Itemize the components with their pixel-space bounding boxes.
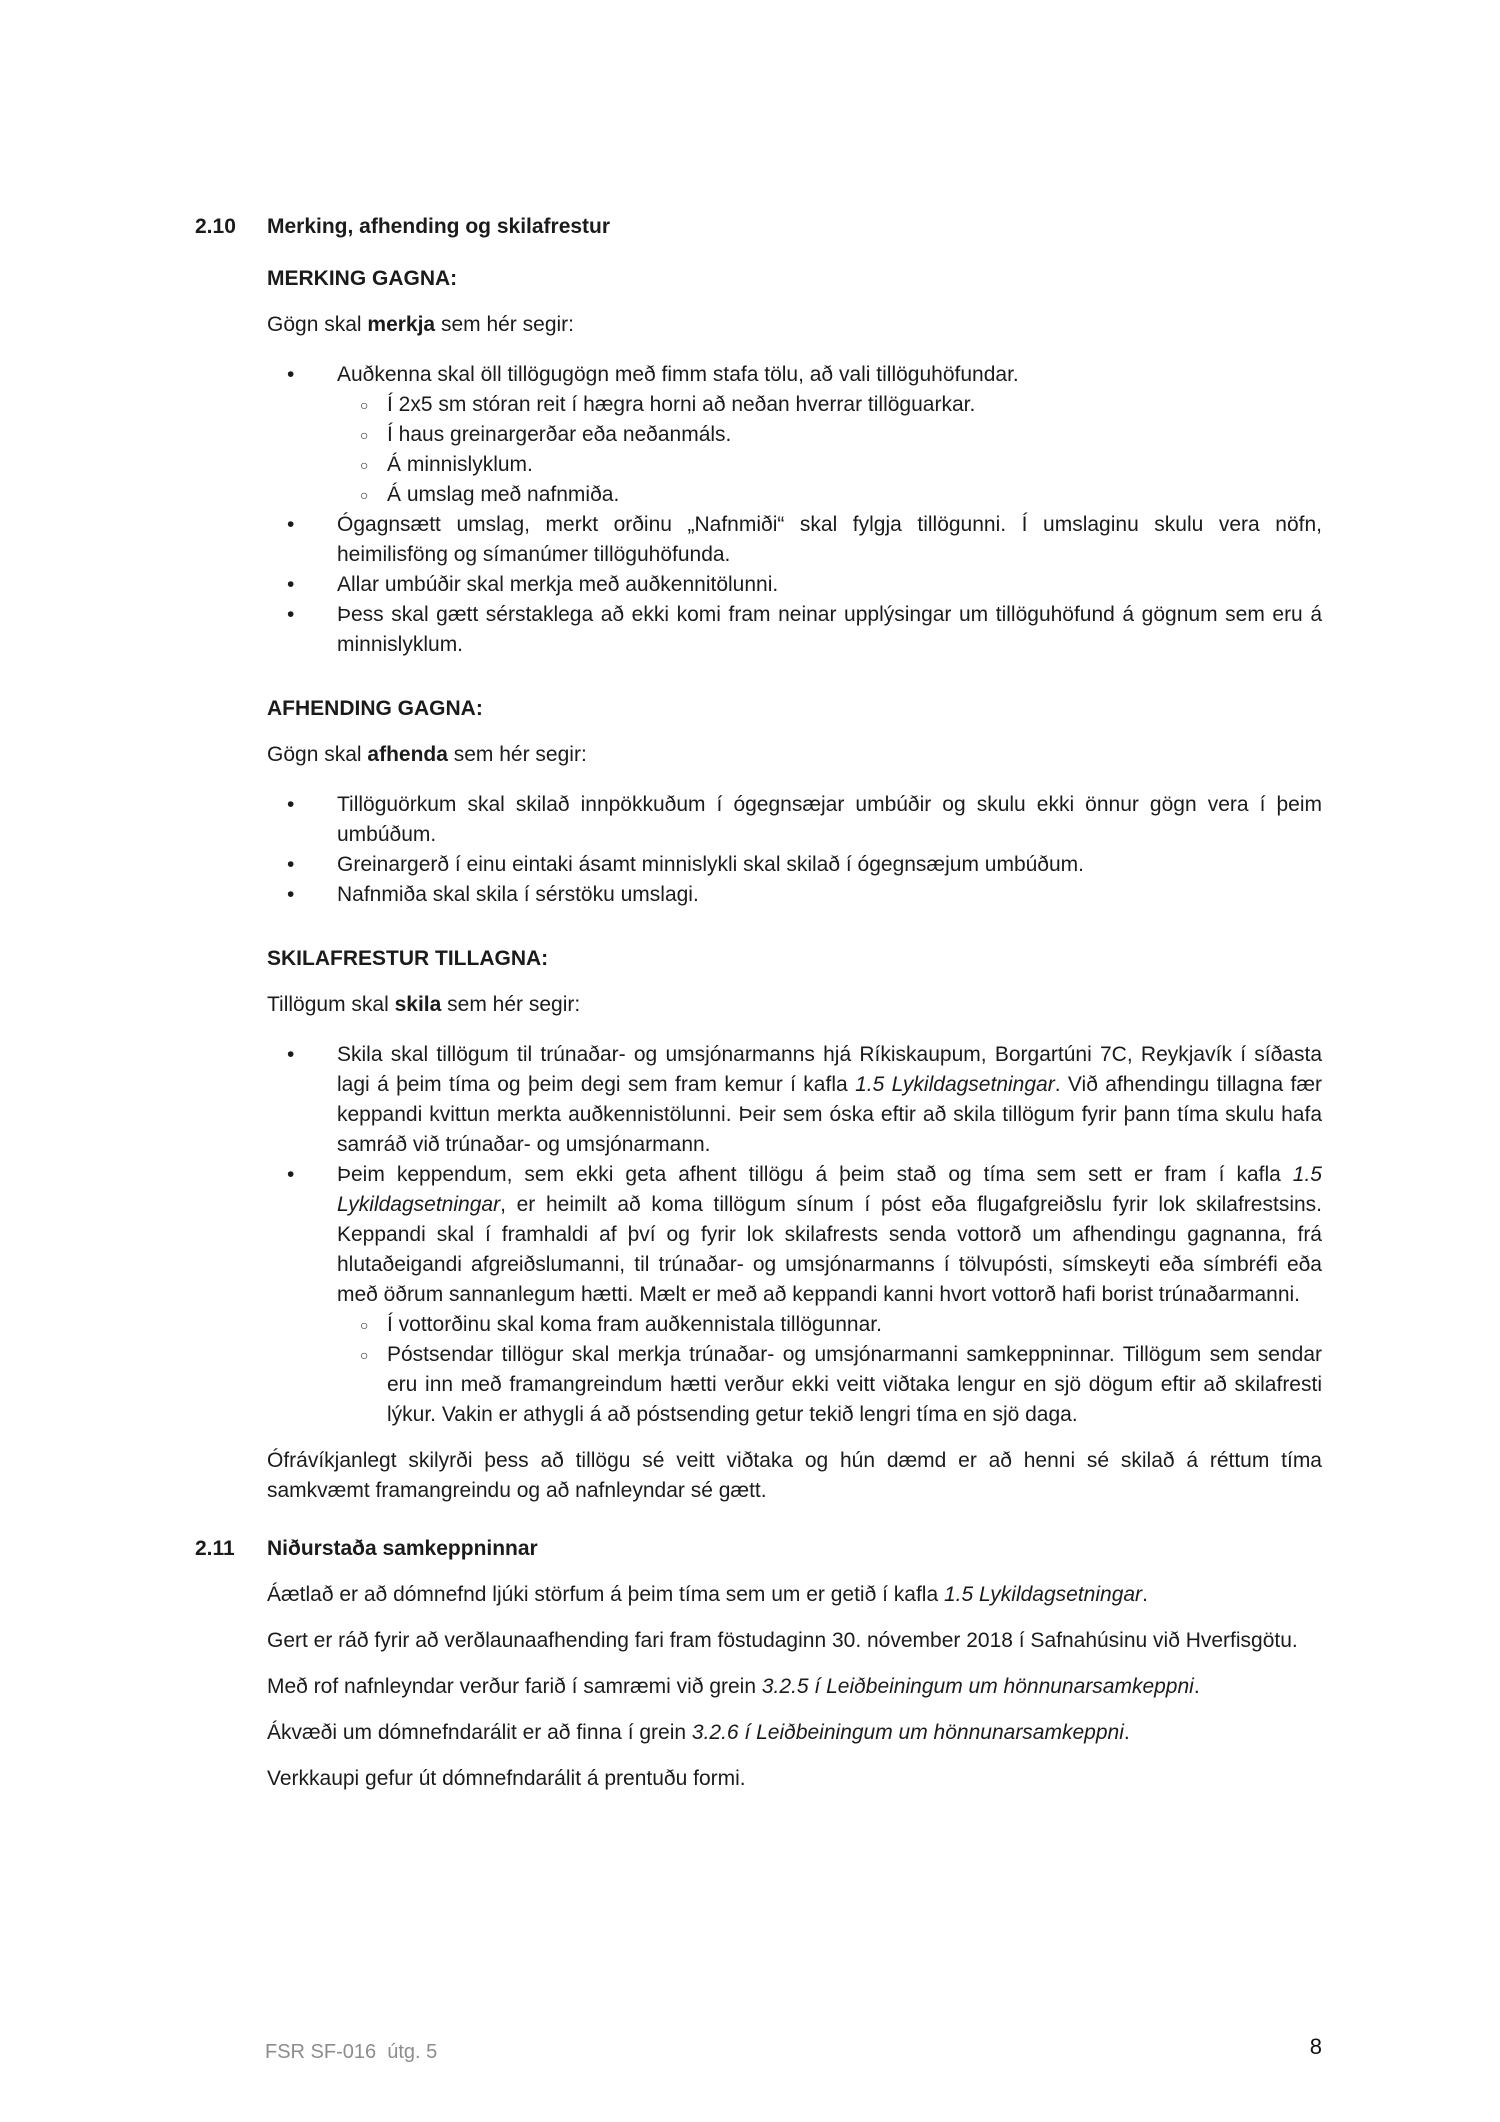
list-item-text: Ógagnsætt umslag, merkt orðinu „Nafnmiði“ skal fylgja tillögunni. Í umslaginu skulu vera nöfn, heimilisföng og símanúmer tillöguhöfunda. [337, 513, 1322, 566]
bullet-icon: • [287, 513, 295, 536]
bullet-icon: • [287, 603, 295, 626]
section-title: Niðurstaða samkeppninnar [267, 1537, 538, 1560]
paragraph-nidurstada-3: Með rof nafnleyndar verður farið í samræmi við grein 3.2.5 í Leiðbeiningum um hönnunarsamkeppni. [267, 1675, 1200, 1698]
section-number: 2.11 [195, 1537, 235, 1560]
footer-document-id: FSR SF-016 útg. 5 [265, 2041, 438, 2063]
section-heading-2-11 [195, 1534, 1322, 1564]
bullet-list-skilafrestur [267, 1040, 1322, 1430]
bullet-list-merking [267, 360, 1322, 660]
list-item [267, 510, 1322, 570]
list-item [267, 360, 1322, 390]
list-item [267, 480, 1322, 510]
section-number: 2.10 [195, 215, 236, 238]
bullet-icon: • [287, 573, 295, 596]
subsection-heading-skilafrestur: SKILAFRESTUR TILLAGNA: [267, 947, 549, 970]
list-item [267, 880, 1322, 910]
bullet-icon: • [287, 793, 295, 816]
list-item [267, 450, 1322, 480]
list-item [267, 570, 1322, 600]
list-item-text: Póstsendar tillögur skal merkja trúnaðar- og umsjónarmanni samkeppninnar. Tillögum sem sendar eru inn með framangreindum hætti verður ekki veitt viðtaka lengur en sjö dögum eftir að skilafresti lýkur. Vakin er athygli á að póstsending getur tekið lengri tíma en sjö daga. [387, 1343, 1322, 1426]
bullet-list-afhending [267, 790, 1322, 910]
list-item [267, 390, 1322, 420]
section-title: Merking, afhending og skilafrestur [267, 215, 611, 238]
list-item-text: Á minnislyklum. [387, 453, 533, 476]
list-item [267, 790, 1322, 850]
bullet-icon: • [287, 1043, 295, 1066]
circle-bullet-icon: ○ [360, 457, 369, 473]
paragraph-nidurstada-4: Ákvæði um dómnefndarálit er að finna í grein 3.2.6 í Leiðbeiningum um hönnunarsamkeppni. [267, 1721, 1130, 1744]
paragraph-afhending-intro: Gögn skal afhenda sem hér segir: [267, 743, 587, 766]
subsection-heading-afhending: AFHENDING GAGNA: [267, 697, 483, 720]
paragraph-merking-intro: Gögn skal merkja sem hér segir: [267, 313, 574, 336]
list-item-text: Í 2x5 sm stóran reit í hægra horni að neðan hverrar tillöguarkar. [387, 393, 976, 416]
bullet-icon: • [287, 363, 295, 386]
document-body [195, 212, 1322, 1794]
page-number: 8 [1309, 2034, 1322, 2059]
list-item-text: Á umslag með nafnmiða. [387, 483, 620, 506]
list-item-text: Í vottorðinu skal koma fram auðkennistala tillögunnar. [387, 1313, 882, 1336]
bullet-icon: • [287, 853, 295, 876]
paragraph-nidurstada-5: Verkkaupi gefur út dómnefndarálit á prentuðu formi. [267, 1767, 746, 1790]
list-item [267, 1040, 1322, 1160]
list-item-text: Greinargerð í einu eintaki ásamt minnislykli skal skilað í ógegnsæjum umbúðum. [337, 853, 1084, 876]
circle-bullet-icon: ○ [360, 427, 369, 443]
list-item [267, 1340, 1322, 1430]
circle-bullet-icon: ○ [360, 1317, 369, 1333]
paragraph-nidurstada-2: Gert er ráð fyrir að verðlaunaafhending fari fram föstudaginn 30. nóvember 2018 í Safnahúsinu við Hverfisgötu. [267, 1629, 1298, 1652]
section-heading-2-10 [195, 212, 1322, 242]
list-item-text: Skila skal tillögum til trúnaðar- og umsjónarmanns hjá Ríkiskaupum, Borgartúni 7C, Reykjavík í síðasta lagi á þeim tíma og þeim degi sem fram kemur í kafla 1.5 Lykildagsetningar. Við afhendingu tillagna fær keppandi kvittun merkta auðkennistölunni. Þeir sem óska eftir að skila tillögum fyrir þann tíma skulu hafa samráð við trúnaðar- og umsjónarmann. [337, 1043, 1323, 1156]
paragraph-nidurstada-1: Áætlað er að dómnefnd ljúki störfum á þeim tíma sem um er getið í kafla 1.5 Lykildagsetningar. [267, 1583, 1148, 1606]
list-item-text: Auðkenna skal öll tillögugögn með fimm stafa tölu, að vali tillöguhöfundar. [337, 363, 1019, 386]
list-item-text: Þeim keppendum, sem ekki geta afhent tillögu á þeim stað og tíma sem sett er fram í kafla 1.5 Lykildagsetningar, er heimilt að koma tillögum sínum í póst eða flugafgreiðslu fyrir lok skilafrestsins. Keppandi skal í framhaldi af því og fyrir lok skilafrests senda vottorð um afhendingu gagnanna, frá hlutaðeigandi afgreiðslumanni, til trúnaðar- og umsjónarmanns í tölvupósti, símskeyti eða símbréfi eða með öðrum sannanlegum hætti. Mælt er með að keppandi kanni hvort vottorð hafi borist trúnaðarmanni. [337, 1163, 1322, 1306]
list-item [267, 850, 1322, 880]
list-item-text: Tillöguörkum skal skilað innpökkuðum í ógegnsæjar umbúðir og skulu ekki önnur gögn vera í þeim umbúðum. [337, 793, 1322, 846]
list-item [267, 1310, 1322, 1340]
bullet-icon: • [287, 883, 295, 906]
bullet-icon: • [287, 1163, 295, 1186]
list-item-text: Allar umbúðir skal merkja með auðkennitölunni. [337, 573, 779, 596]
paragraph-skilafrestur-intro: Tillögum skal skila sem hér segir: [267, 993, 581, 1016]
circle-bullet-icon: ○ [360, 487, 369, 503]
list-item-text: Nafnmiða skal skila í sérstöku umslagi. [337, 883, 699, 906]
circle-bullet-icon: ○ [360, 1347, 369, 1363]
circle-bullet-icon: ○ [360, 397, 369, 413]
list-item-text: Í haus greinargerðar eða neðanmáls. [387, 423, 732, 446]
paragraph-closing: Ófrávíkjanlegt skilyrði þess að tillögu sé veitt viðtaka og hún dæmd er að henni sé skilað á réttum tíma samkvæmt framangreindu og að nafnleyndar sé gætt. [267, 1449, 1322, 1502]
list-item [267, 600, 1322, 660]
list-item [267, 1160, 1322, 1310]
subsection-heading-merking: MERKING GAGNA: [267, 267, 458, 290]
list-item [267, 420, 1322, 450]
list-item-text: Þess skal gætt sérstaklega að ekki komi fram neinar upplýsingar um tillöguhöfund á gögnum sem eru á minnislyklum. [337, 603, 1322, 656]
